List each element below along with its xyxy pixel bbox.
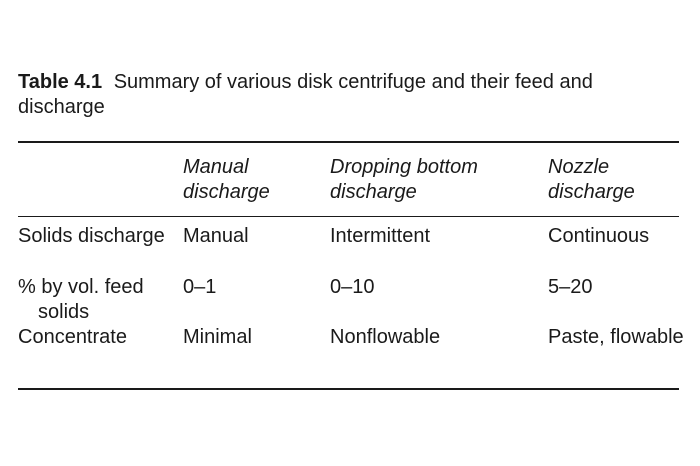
table-bottom-rule — [18, 388, 679, 390]
table-cell: 5–20 — [548, 276, 593, 298]
row-label-concentrate: Concentrate — [18, 326, 127, 348]
table-top-rule — [18, 141, 679, 143]
table-cell: Nonflowable — [330, 326, 441, 348]
table-cell: 0–10 — [330, 276, 375, 298]
table-cell: Intermittent — [330, 225, 431, 247]
table-cell: Minimal — [183, 326, 252, 348]
table-label: Table 4.1 — [18, 71, 103, 93]
column-header-nozzle-discharge: Nozzle discharge — [548, 156, 635, 203]
table-caption-text: Summary of various disk centrifuge and their feed and discharge — [18, 71, 593, 118]
table-cell: Continuous — [548, 225, 650, 247]
table-header-rule — [18, 216, 679, 217]
column-header-dropping-bottom-discharge: Dropping bottom discharge — [330, 156, 478, 203]
table-cell: Manual — [183, 225, 249, 247]
row-label-solids-discharge: Solids discharge — [18, 225, 165, 247]
table-caption — [18, 70, 678, 120]
row-label-feed-solids: % by vol. feed solids — [18, 276, 144, 323]
table-cell: Paste, flowable — [548, 326, 684, 348]
table-cell: 0–1 — [183, 276, 217, 298]
column-header-manual-discharge: Manual discharge — [183, 156, 270, 203]
